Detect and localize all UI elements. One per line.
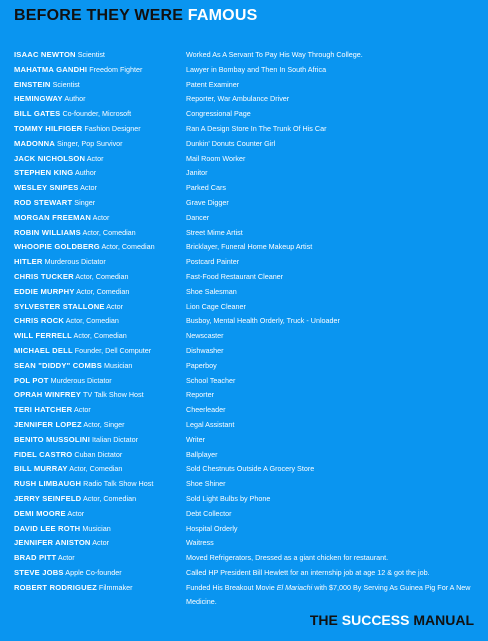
brand-footer	[310, 612, 474, 628]
former-job: Sold Light Bulbs by Phone	[186, 493, 271, 503]
list-item	[0, 166, 488, 181]
list-item	[0, 566, 488, 581]
person-role: Actor	[56, 553, 75, 563]
person-role: Italian Dictator	[90, 434, 138, 444]
person-cell	[14, 122, 141, 137]
person-name: JERRY SEINFELD	[14, 493, 82, 503]
person-role: Actor	[90, 538, 110, 548]
person-cell	[14, 314, 119, 329]
person-cell	[14, 152, 104, 167]
movie-title: El Mariachi	[276, 582, 313, 592]
person-name: BILL MURRAY	[14, 464, 68, 474]
former-job: Reporter, War Ambulance Driver	[186, 94, 290, 104]
list-item	[0, 314, 488, 329]
person-role: Founder, Dell Computer	[72, 345, 152, 355]
former-job: Paperboy	[186, 360, 217, 370]
person-role: Singer	[72, 197, 96, 207]
person-name: MORGAN FREEMAN	[14, 212, 92, 222]
former-job: Shoe Shiner	[186, 479, 226, 489]
person-name: WHOOPIE GOLDBERG	[14, 242, 100, 252]
person-name: MICHAEL DELL	[14, 345, 73, 355]
job-text-before: Funded His Breakout Movie	[186, 582, 277, 592]
person-name: POL POT	[14, 375, 49, 385]
former-job: Congressional Page	[186, 109, 251, 119]
person-name: HITLER	[14, 257, 43, 267]
person-role: Co-founder, Microsoft	[60, 109, 132, 119]
person-role: Actor, Comedian	[73, 271, 129, 281]
list-item	[0, 581, 488, 611]
person-role: Cuban Dictator	[72, 449, 123, 459]
person-name: SEAN "DIDDY" COMBS	[14, 360, 103, 370]
person-cell	[14, 388, 144, 403]
person-cell	[14, 329, 127, 344]
person-role: Actor, Comedian	[74, 286, 130, 296]
person-cell	[14, 181, 97, 196]
list-item	[0, 300, 488, 315]
person-cell	[14, 137, 123, 152]
list-item	[0, 418, 488, 433]
person-role: Scientist	[50, 79, 80, 89]
person-name: EINSTEIN	[14, 79, 51, 89]
former-job: Dunkin' Donuts Counter Girl	[186, 138, 276, 148]
person-role: Actor	[65, 508, 85, 518]
person-name: STEVE JOBS	[14, 567, 64, 577]
list-item	[0, 137, 488, 152]
person-cell	[14, 300, 123, 315]
former-job: Lawyer in Bombay and Then In South Africa	[186, 64, 327, 74]
list-item	[0, 255, 488, 270]
former-job: Patent Examiner	[186, 79, 240, 89]
former-job: Reporter	[186, 390, 214, 400]
former-job: Ballplayer	[186, 449, 218, 459]
person-name: JENNIFER LOPEZ	[14, 419, 82, 429]
person-role: Actor	[104, 301, 124, 311]
list-item	[0, 551, 488, 566]
person-role: Apple Co-founder	[63, 567, 122, 577]
list-item	[0, 211, 488, 226]
list-item	[0, 477, 488, 492]
list-item	[0, 374, 488, 389]
former-job: Newscaster	[186, 331, 224, 341]
person-name: MADONNA	[14, 138, 56, 148]
person-name: SYLVESTER STALLONE	[14, 301, 105, 311]
person-name: TERI HATCHER	[14, 405, 73, 415]
person-name: OPRAH WINFREY	[14, 390, 82, 400]
list-item	[0, 152, 488, 167]
person-cell	[14, 344, 151, 359]
person-role: Actor, Comedian	[71, 331, 127, 341]
former-job: Grave Digger	[186, 197, 229, 207]
former-job: Parked Cars	[186, 183, 226, 193]
former-job: Called HP President Bill Hewlett for an internship job at age 12 & got the job.	[186, 567, 430, 577]
person-cell	[14, 477, 153, 492]
list-item	[0, 433, 488, 448]
person-role: Actor	[78, 183, 97, 193]
person-cell	[14, 448, 122, 463]
person-cell	[14, 507, 84, 522]
former-job: Janitor	[186, 168, 208, 178]
person-cell	[14, 418, 125, 433]
list-item	[0, 507, 488, 522]
person-role: Actor, Comedian	[67, 464, 123, 474]
person-name: ROD STEWART	[14, 197, 73, 207]
person-name: RUSH LIMBAUGH	[14, 479, 82, 489]
list-item	[0, 329, 488, 344]
person-cell	[14, 78, 80, 93]
person-cell	[14, 566, 122, 581]
person-role: Musician	[102, 360, 133, 370]
list-item	[0, 107, 488, 122]
list-item	[0, 492, 488, 507]
person-role: Actor, Comedian	[99, 242, 155, 252]
former-job: Legal Assistant	[186, 419, 235, 429]
list-item	[0, 344, 488, 359]
person-name: STEPHEN KING	[14, 168, 74, 178]
person-cell	[14, 107, 131, 122]
person-name: FIDEL CASTRO	[14, 449, 73, 459]
former-job: Waitress	[186, 538, 214, 548]
list-item	[0, 448, 488, 463]
list-item	[0, 92, 488, 107]
former-job: Shoe Salesman	[186, 286, 237, 296]
person-cell	[14, 462, 122, 477]
person-cell	[14, 492, 136, 507]
list-item	[0, 63, 488, 78]
person-role: Actor	[85, 153, 104, 163]
title-main: BEFORE THEY WERE	[14, 7, 188, 24]
list-item	[0, 462, 488, 477]
person-role: Freedom Fighter	[87, 64, 143, 74]
person-role: TV Talk Show Host	[81, 390, 144, 400]
former-job: Dancer	[186, 212, 210, 222]
person-name: CHRIS TUCKER	[14, 271, 74, 281]
former-job: Writer	[186, 434, 206, 444]
footer-success: SUCCESS	[341, 612, 410, 628]
former-job: Ran A Design Store In The Trunk Of His Car	[186, 123, 327, 133]
person-role: Author	[73, 168, 97, 178]
list-item	[0, 78, 488, 93]
person-role: Singer, Pop Survivor	[55, 138, 123, 148]
person-cell	[14, 240, 155, 255]
person-cell	[14, 196, 95, 211]
former-job	[186, 581, 476, 611]
person-cell	[14, 92, 86, 107]
person-name: BENITO MUSSOLINI	[14, 434, 91, 444]
person-cell	[14, 551, 75, 566]
person-name: EDDIE MURPHY	[14, 286, 75, 296]
list-item	[0, 536, 488, 551]
person-role: Actor	[72, 405, 91, 415]
person-name: DEMI MOORE	[14, 508, 66, 518]
person-role: Actor, Singer	[81, 419, 125, 429]
person-role: Actor, Comedian	[64, 316, 119, 326]
person-role: Radio Talk Show Host	[81, 479, 154, 489]
person-name: WESLEY SNIPES	[14, 183, 79, 193]
former-job: Lion Cage Cleaner	[186, 301, 246, 311]
former-job: Street Mime Artist	[186, 227, 243, 237]
person-name: WILL FERRELL	[14, 331, 72, 341]
person-role: Fashion Designer	[82, 123, 141, 133]
person-cell	[14, 581, 132, 596]
former-job: School Teacher	[186, 375, 236, 385]
person-cell	[14, 359, 132, 374]
person-role: Murderous Dictator	[48, 375, 112, 385]
person-cell	[14, 522, 111, 537]
former-job: Postcard Painter	[186, 257, 240, 267]
list-item	[0, 240, 488, 255]
person-role: Musician	[80, 523, 111, 533]
person-cell	[14, 211, 109, 226]
former-job: Hospital Orderly	[186, 523, 238, 533]
list-item	[0, 181, 488, 196]
person-name: ROBERT RODRIGUEZ	[14, 582, 97, 592]
person-cell	[14, 255, 106, 270]
list-item	[0, 285, 488, 300]
person-role: Actor, Comedian	[80, 227, 136, 237]
former-job: Mail Room Worker	[186, 153, 246, 163]
person-cell	[14, 48, 105, 63]
list-item	[0, 196, 488, 211]
former-job: Dishwasher	[186, 345, 224, 355]
footer-the: THE	[309, 612, 342, 628]
person-name: MAHATMA GANDHI	[14, 64, 88, 74]
person-name: TOMMY HILFIGER	[14, 123, 83, 133]
person-name: JENNIFER ANISTON	[14, 538, 91, 548]
person-role: Filmmaker	[96, 582, 133, 592]
person-cell	[14, 63, 142, 78]
list-item	[0, 403, 488, 418]
person-name: BILL GATES	[14, 109, 61, 119]
person-name: JACK NICHOLSON	[14, 153, 86, 163]
person-name: ISAAC NEWTON	[14, 50, 76, 59]
person-cell	[14, 285, 129, 300]
person-role: Actor, Comedian	[81, 493, 137, 503]
list-item	[0, 122, 488, 137]
person-cell	[14, 374, 112, 389]
former-job: Moved Refrigerators, Dressed as a giant chicken for restaurant.	[186, 553, 389, 563]
person-name: ROBIN WILLIAMS	[14, 227, 81, 237]
former-job: Debt Collector	[186, 508, 232, 518]
person-cell	[14, 403, 91, 418]
list-item	[0, 270, 488, 285]
person-name: BRAD PITT	[14, 553, 57, 563]
former-job: Fast-Food Restaurant Cleaner	[186, 271, 284, 281]
person-name: CHRIS ROCK	[14, 316, 65, 326]
person-role: Actor	[91, 212, 110, 222]
list-item	[0, 522, 488, 537]
famous-list	[0, 48, 488, 611]
title-accent: FAMOUS	[187, 7, 258, 24]
page-title	[14, 7, 257, 25]
person-cell	[14, 270, 129, 285]
former-job: Busboy, Mental Health Orderly, Truck - Unloader	[186, 316, 340, 326]
person-cell	[14, 226, 136, 241]
list-item	[0, 226, 488, 241]
person-name: DAVID LEE ROTH	[14, 523, 81, 533]
former-job: Bricklayer, Funeral Home Makeup Artist	[186, 242, 313, 252]
person-name: HEMINGWAY	[14, 94, 63, 104]
former-job: Sold Chestnuts Outside A Grocery Store	[186, 464, 315, 474]
former-job: Worked As A Servant To Pay His Way Through College.	[186, 50, 363, 59]
person-cell	[14, 433, 138, 448]
person-role: Author	[62, 94, 86, 104]
list-item	[0, 48, 488, 63]
former-job: Cheerleader	[186, 405, 226, 415]
person-role: Scientist	[75, 50, 105, 59]
footer-manual: MANUAL	[409, 612, 474, 628]
list-item	[0, 359, 488, 374]
person-role: Murderous Dictator	[42, 257, 106, 267]
person-cell	[14, 536, 109, 551]
list-item	[0, 388, 488, 403]
person-cell	[14, 166, 96, 181]
job-text-after: with $7,000 By Serving As Guinea Pig For A New Medicine.	[186, 582, 471, 607]
